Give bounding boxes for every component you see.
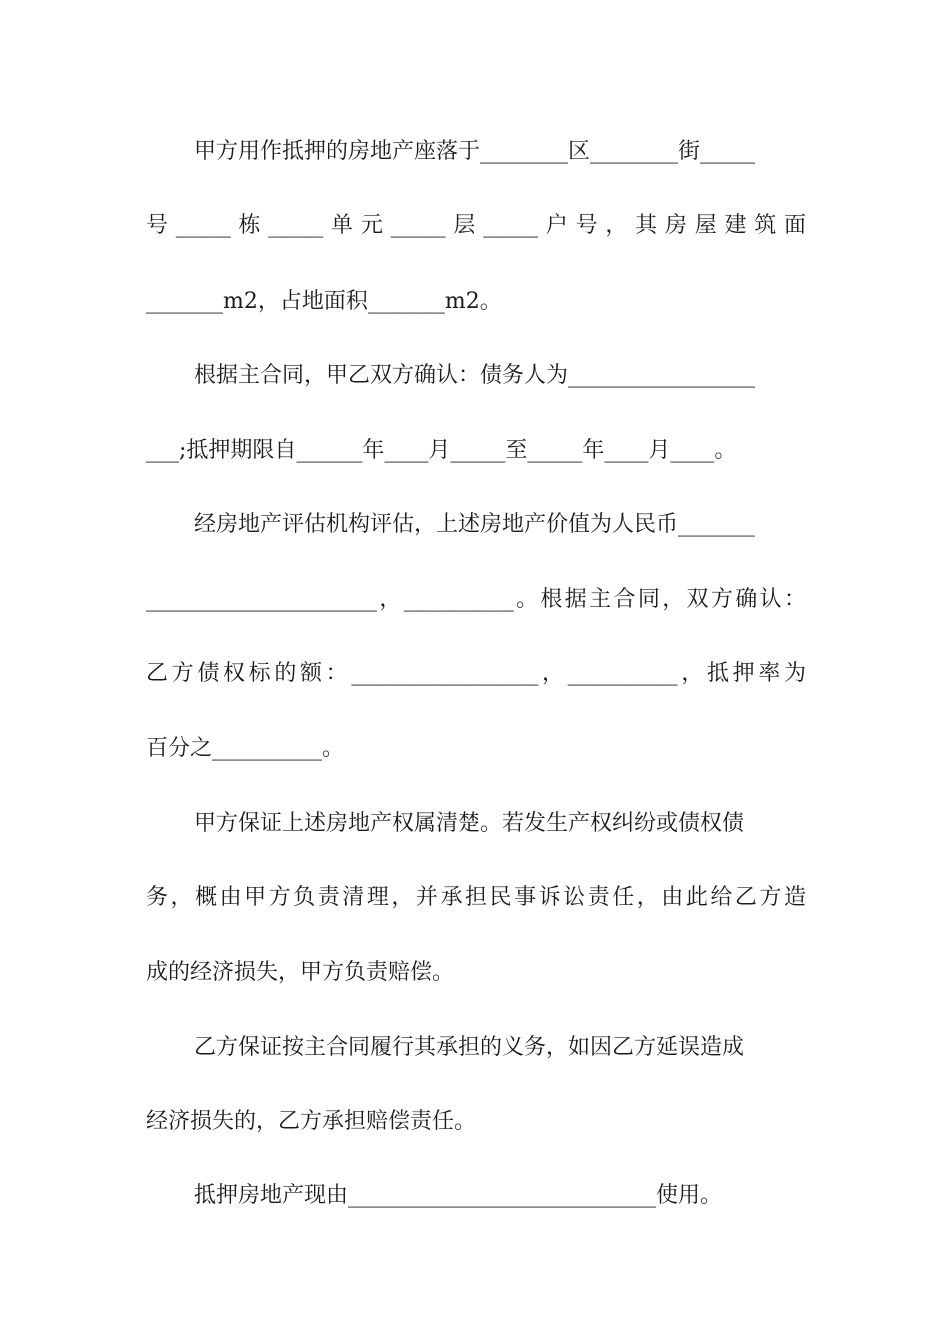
paragraph-3-line-4: 百分之__________。 [146,736,345,761]
paragraph-1-line-1: 甲方用作抵押的房地产座落于________区________街_____ [194,139,756,164]
paragraph-5-line-2: 经济损失的，乙方承担赔偿责任。 [146,1109,477,1134]
paragraph-2-line-2: ___;抵押期限自______年____月_____至_____年____月____。 [146,438,737,463]
paragraph-4-line-1: 甲方保证上述房地产权属清楚。若发生产权纠纷或债权债 [194,811,745,836]
paragraph-1-line-3: _______m2，占地面积_______m2。 [146,289,502,314]
paragraph-4-line-2: 务，概由甲方负责清理，并承担民事诉讼责任，由此给乙方造 [146,885,806,910]
paragraph-2-line-1: 根据主合同，甲乙双方确认：债务人为_________________ [194,363,756,388]
paragraph-3-line-1: 经房地产评估机构评估，上述房地产价值为人民币_______ [194,512,756,537]
paragraph-6-line-1: 抵押房地产现由____________________________使用。 [194,1183,723,1208]
paragraph-4-line-3: 成的经济损失，甲方负责赔偿。 [146,960,455,985]
paragraph-1-line-2: 号_____栋_____单元_____层_____户号，其房屋建筑面 [146,213,806,238]
paragraph-3-line-2: _____________________，__________。根据主合同，双方确认： [146,587,806,612]
paragraph-5-line-1: 乙方保证按主合同履行其承担的义务，如因乙方延误造成 [194,1035,745,1060]
paragraph-3-line-3: 乙方债权标的额：_________________，__________，抵押率为 [146,661,806,686]
